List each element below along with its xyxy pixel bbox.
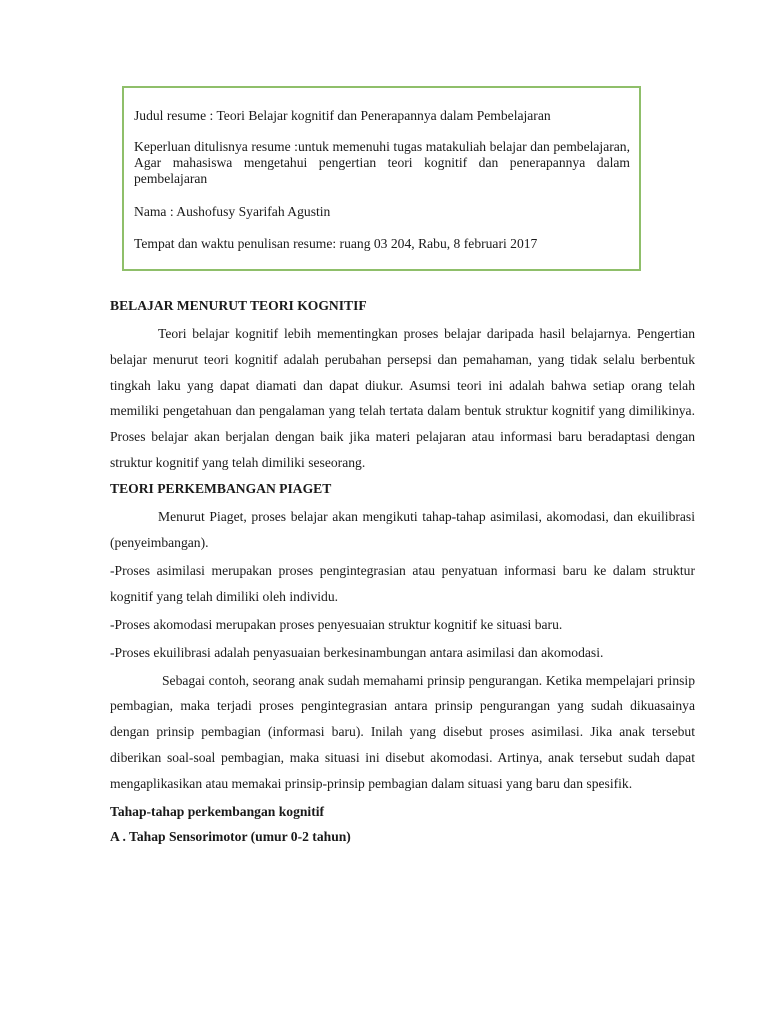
paragraph-teori-kognitif: Teori belajar kognitif lebih mementingkan proses belajar daripada hasil belajarnya. Pengertian belajar menurut teori kognitif adalah perubahan persepsi dan pemahaman, yang tidak selalu berbentuk tingkah laku yang dapat diamati dan dapat diukur. Asumsi teori ini adalah bahwa setiap orang telah memiliki pengetahuan dan pengalaman yang telah tertata dalam bentuk struktur kognitif yang dimilikinya. Proses belajar akan berjalan dengan baik jika materi pelajaran atau informasi baru beradaptasi dengan struktur kognitif yang telah dimiliki seseorang.: [110, 326, 695, 470]
paragraph-piaget-intro: Menurut Piaget, proses belajar akan mengikuti tahap-tahap asimilasi, akomodasi, dan ekuilibrasi (penyeimbangan).: [110, 508, 695, 550]
resume-author-name: Nama : Aushofusy Syarifah Agustin: [134, 204, 331, 219]
paragraph-ekuilibrasi: -Proses ekuilibrasi adalah penyasuaian berkesinambungan antara asimilasi dan akomodasi.: [110, 644, 604, 660]
paragraph-contoh: Sebagai contoh, seorang anak sudah memahami prinsip pengurangan. Ketika mempelajari prinsip pembagian, maka terjadi proses pengintegrasian antara prinsip pengurangan yang sudah dikuasainya dengan prinsip pembagian (informasi baru). Inilah yang disebut proses asimilasi. Jika anak tersebut diberikan soal-soal pembagian, maka situasi ini disebut akomodasi. Artinya, anak tersebut sudah dapat mengaplikasikan atau memakai prinsip-prinsip pembagian dalam situasi yang baru dan spesifik.: [110, 672, 695, 791]
section-heading-piaget: TEORI PERKEMBANGAN PIAGET: [110, 480, 332, 496]
resume-title-line: Judul resume : Teori Belajar kognitif dan Penerapannya dalam Pembelajaran: [134, 108, 551, 123]
resume-info-box: [122, 86, 641, 271]
paragraph-akomodasi: -Proses akomodasi merupakan proses penyesuaian struktur kognitif ke situasi baru.: [110, 616, 563, 632]
resume-purpose-line: Keperluan ditulisnya resume :untuk memenuhi tugas matakuliah belajar dan pembelajaran, Agar mahasiswa mengetahui pengertian teori kognitif dan penerapannya dalam pembelajaran: [134, 139, 630, 186]
section-heading-kognitif: BELAJAR MENURUT TEORI KOGNITIF: [110, 298, 367, 313]
resume-place-time: Tempat dan waktu penulisan resume: ruang 03 204, Rabu, 8 februari 2017: [134, 236, 538, 251]
document-body: [110, 296, 695, 848]
stage-a-heading: A . Tahap Sensorimotor (umur 0-2 tahun): [110, 828, 351, 844]
paragraph-asimilasi: -Proses asimilasi merupakan proses pengintegrasian atau penyatuan informasi baru ke dalam struktur kognitif yang telah dimiliki oleh individu.: [110, 563, 695, 605]
section-heading-tahap: Tahap-tahap perkembangan kognitif: [110, 803, 325, 819]
